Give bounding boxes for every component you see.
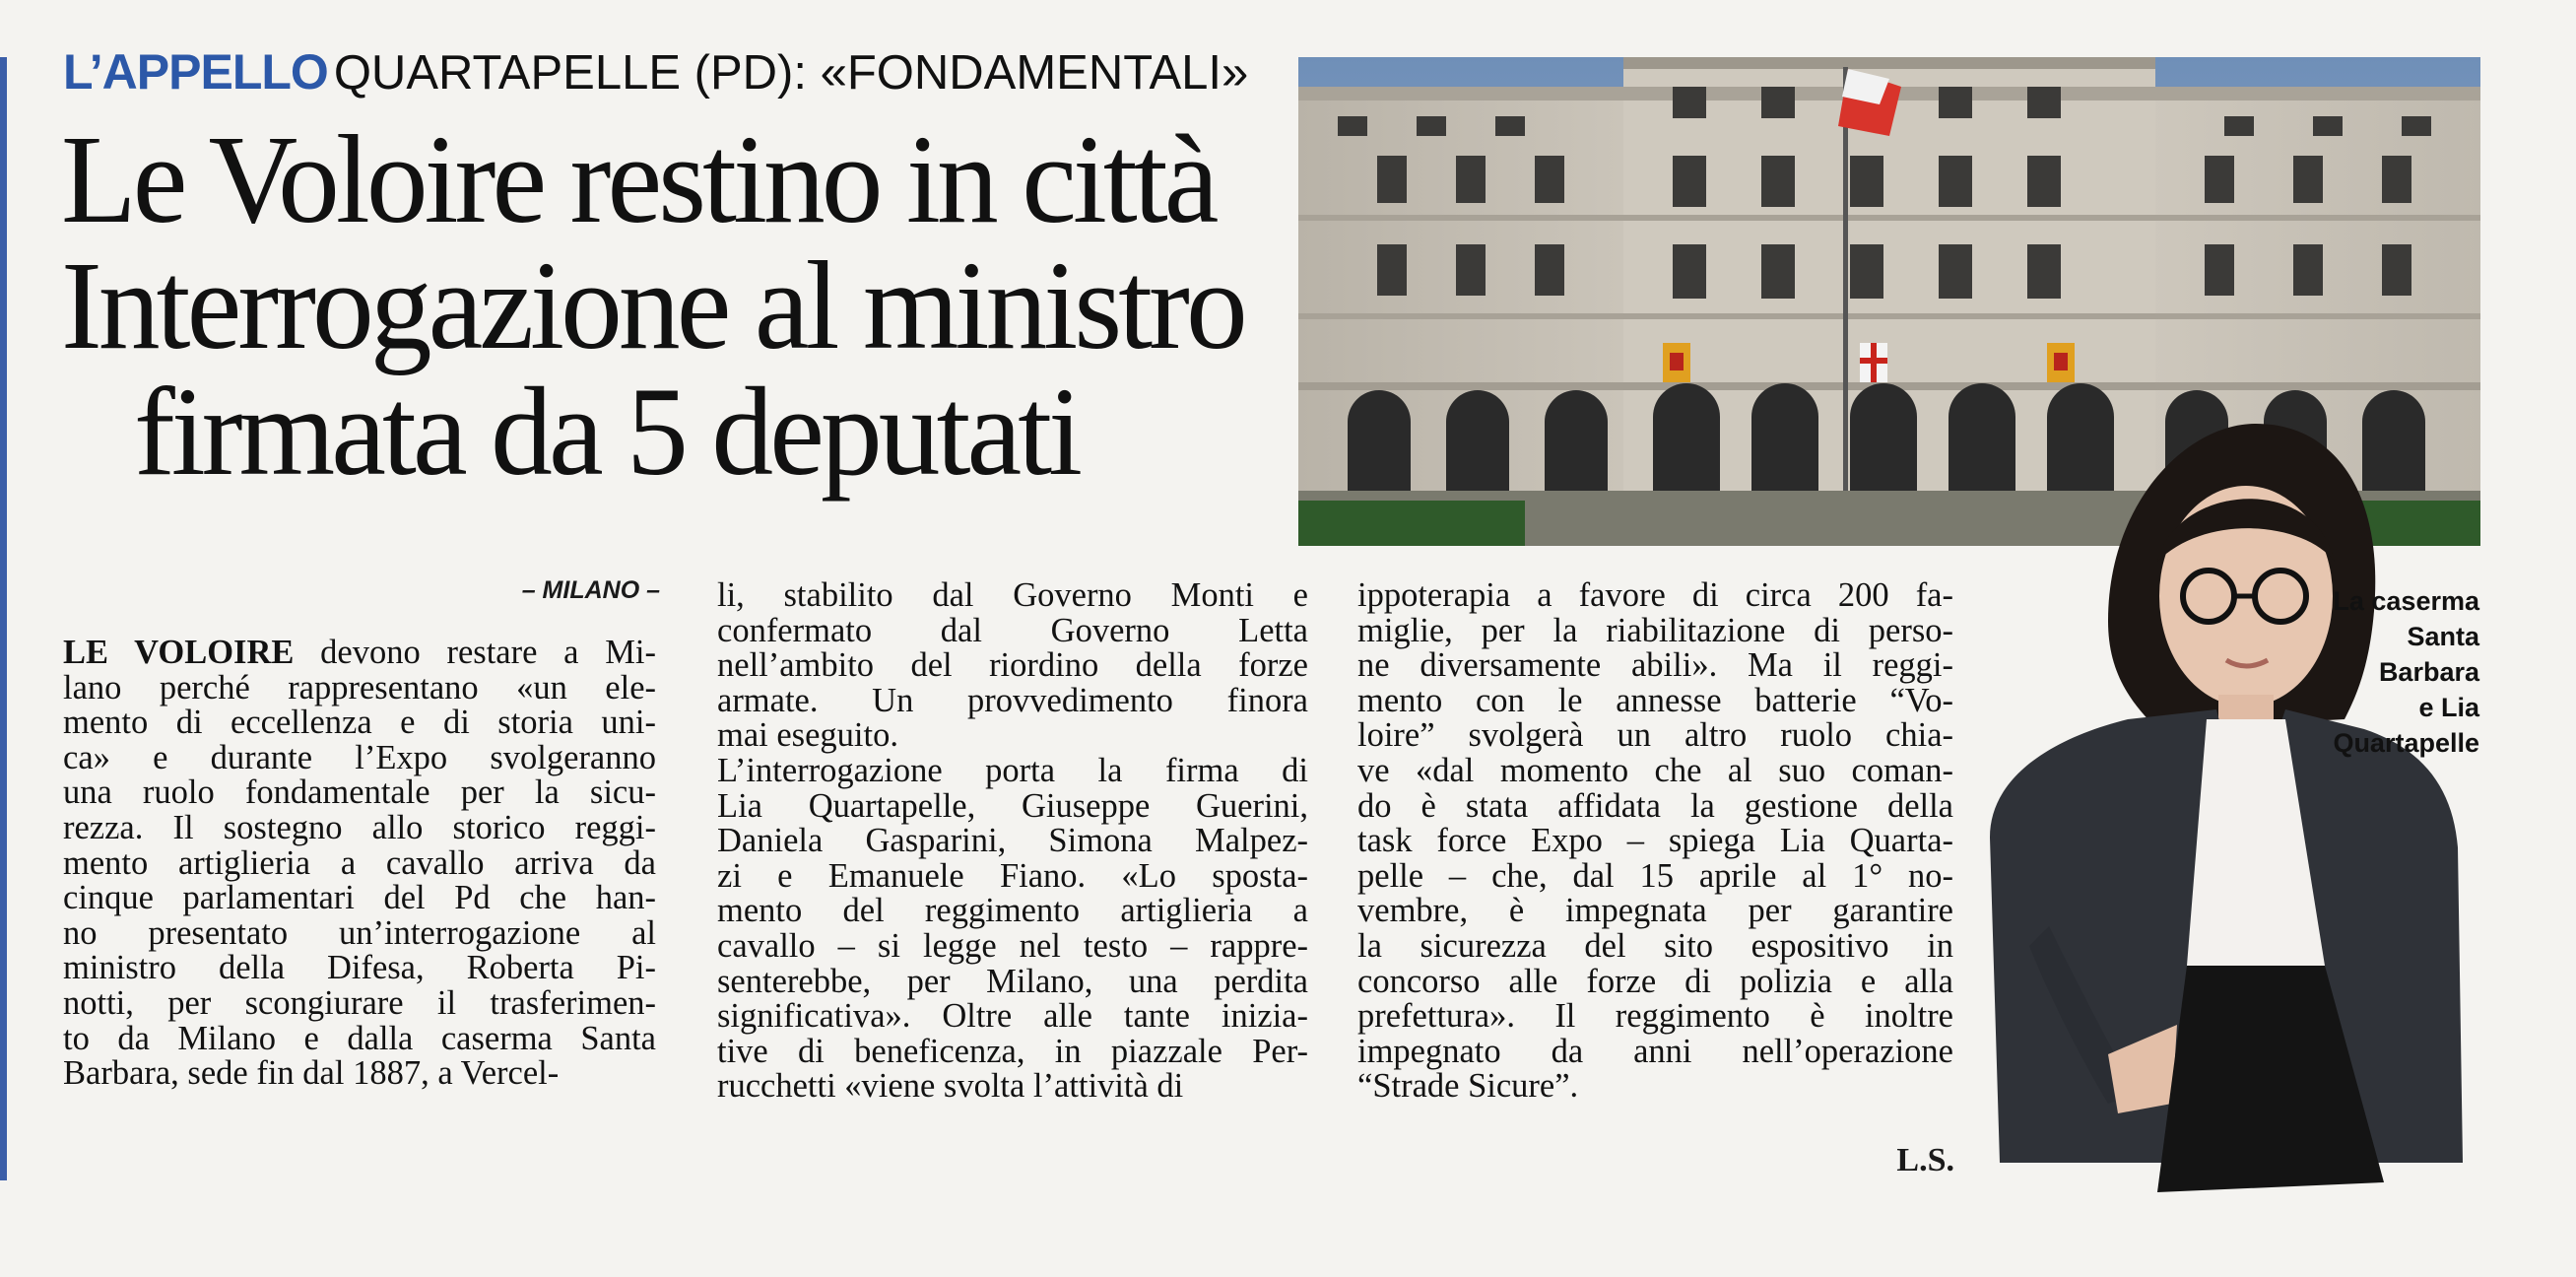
text-line: senterebbe, per Milano, una perdita [717,962,1308,1000]
text-line: mento di eccellenza e di storia uni- [63,704,656,742]
text-line: zi e Emanuele Fiano. «Lo sposta- [717,856,1308,895]
photo-caption [2271,583,2479,761]
caption-line: Santa [2407,622,2479,651]
text-line: mento artiglieria a cavallo arriva da [63,843,656,882]
text-line: loire” svolgerà un altro ruolo chia- [1357,716,1953,755]
text-line: confermato dal Governo Letta [717,611,1308,649]
text-line: prefettura». Il reggimento è inoltre [1357,997,1953,1036]
text-line: ca» e durante l’Expo svolgeranno [63,738,656,776]
text-line: vembre, è impegnata per garantire [1357,892,1953,930]
lead-in: LE VOLOIRE [63,634,295,671]
text-line: ve «dal momento che al suo coman- [1357,751,1953,789]
text-line: task force Expo – spiega Lia Quarta- [1357,822,1953,860]
text-line: armate. Un provvedimento finora [717,681,1308,719]
text-line: miglie, per la riabilitazione di perso- [1357,611,1953,649]
text-line: cavallo – si legge nel testo – rappre- [717,926,1308,965]
kicker-text: QUARTAPELLE (PD): «FONDAMENTALI» [333,46,1249,100]
text-line: li, stabilito dal Governo Monti e [717,576,1308,614]
text-line: mento del reggimento artiglieria a [717,892,1308,930]
text-line: cinque parlamentari del Pd che han- [63,879,656,917]
dateline: – MILANO – [521,576,660,604]
text-line: nell’ambito del riordino della forze [717,646,1308,685]
text-line: ne diversamente abili». Ma il reggi- [1357,646,1953,685]
text-line: mento con le annesse batterie “Vo- [1357,681,1953,719]
text-line: pelle – che, dal 15 aprile al 1° no- [1357,856,1953,895]
text-line: una ruolo fondamentale per la sicu- [63,773,656,812]
kicker-tag: L’APPELLO [63,44,328,100]
portrait-photo [1960,414,2473,1192]
caption-line: Quartapelle [2333,728,2479,758]
article-column-1 [63,636,656,1092]
text-line: no presentato un’interrogazione al [63,913,656,952]
text-line: ippoterapia a favore di circa 200 fa- [1357,576,1953,614]
text-line: Daniela Gasparini, Simona Malpez- [717,822,1308,860]
text-line: significativa». Oltre alle tante inizia- [717,997,1308,1036]
text-line: Barbara, sede fin dal 1887, a Vercel- [63,1054,560,1093]
text-line: to da Milano e dalla caserma Santa [63,1019,656,1057]
caption-line: La caserma [2333,586,2479,616]
text-line: do è stata affidata la gestione della [1357,786,1953,825]
text-line: L’interrogazione porta la firma di [717,751,1308,789]
headline-line-2: Interrogazione al ministro [61,235,1244,375]
author-signature: L.S. [1896,1142,1954,1178]
text-line: mai eseguito. [717,716,898,755]
text-line: concorso alle forze di polizia e alla [1357,962,1953,1000]
text-line: rucchetti «viene svolta l’attività di [717,1067,1184,1106]
text-line: la sicurezza del sito espositivo in [1357,926,1953,965]
article-column-2 [717,578,1308,1105]
text-line: tive di beneficenza, in piazzale Per- [717,1032,1308,1070]
text-line: notti, per scongiurare il trasferimen- [63,983,656,1022]
text-line: Lia Quartapelle, Giuseppe Guerini, [717,786,1308,825]
kicker [63,43,1265,112]
text-line: “Strade Sicure”. [1357,1067,1579,1106]
text-line: LE VOLOIRE devono restare a Mi- [63,634,656,671]
page-edge-bar [0,57,7,1180]
text-line: impegnato da anni nell’operazione [1357,1032,1953,1070]
caption-line: Barbara [2378,657,2479,687]
headline [61,109,1263,502]
text-line: rezza. Il sostegno allo storico reggi- [63,808,656,846]
headline-line-3: firmata da 5 deputati [134,362,1080,502]
article-column-3 [1357,578,1953,1105]
caption-line: e Lia [2418,693,2479,722]
text-line: ministro della Difesa, Roberta Pi- [63,949,656,987]
text-line: lano perché rappresentano «un ele- [63,668,656,706]
headline-line-1: Le Voloire restino in città [61,109,1216,249]
